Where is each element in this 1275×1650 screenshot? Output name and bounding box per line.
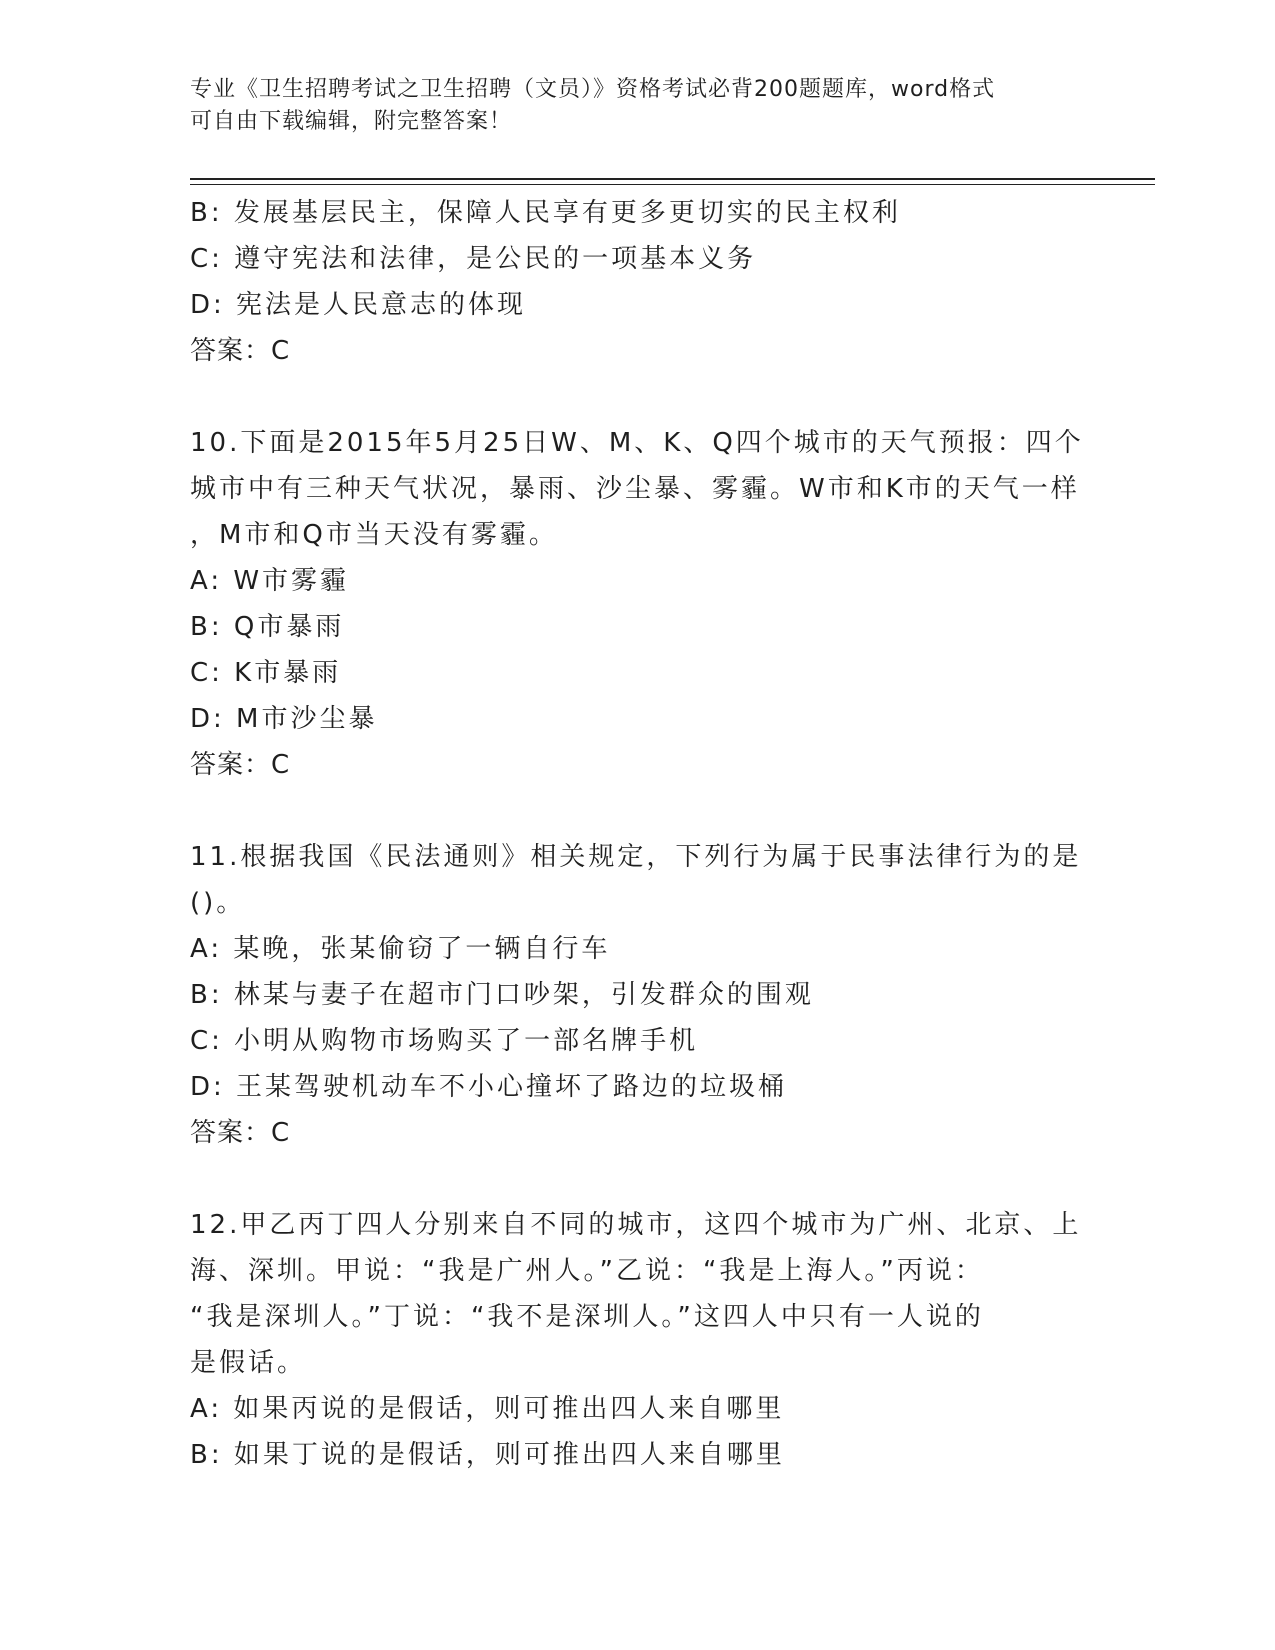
option-c: C: K市暴雨 — [190, 658, 342, 688]
question-block-prev — [190, 190, 1090, 374]
question-stem-line: 12.甲乙丙丁四人分别来自不同的城市，这四个城市为广州、北京、上 — [190, 1210, 1082, 1240]
spacer — [190, 374, 1090, 420]
question-stem-line: 10.下面是2015年5月25日W、M、K、Q四个城市的天气预报：四个 — [190, 428, 1084, 458]
question-stem-line: 海、深圳。甲说：“我是广州人。”乙说：“我是上海人。”丙说： — [190, 1256, 984, 1286]
answer-label: 答案：C — [190, 336, 291, 366]
answer-label: 答案：C — [190, 750, 291, 780]
option-b: B: 发展基层民主，保障人民享有更多更切实的民主权利 — [190, 198, 901, 228]
option-d: D: M市沙尘暴 — [190, 704, 378, 734]
option-b: B: 林某与妻子在超市门口吵架，引发群众的围观 — [190, 980, 814, 1010]
page-header — [190, 74, 1090, 138]
option-a: A: 某晚，张某偷窃了一辆自行车 — [190, 934, 611, 964]
option-b: B: 如果丁说的是假话，则可推出四人来自哪里 — [190, 1440, 785, 1470]
header-title-line-1: 专业《卫生招聘考试之卫生招聘（文员）》资格考试必背200题题库，word格式 — [190, 77, 996, 102]
question-stem-line: “我是深圳人。”丁说：“我不是深圳人。”这四人中只有一人说的 — [190, 1302, 984, 1332]
question-block-12 — [190, 1202, 1090, 1478]
header-divider — [190, 178, 1155, 180]
option-b: B: Q市暴雨 — [190, 612, 345, 642]
answer-label: 答案：C — [190, 1118, 291, 1148]
spacer — [190, 788, 1090, 834]
question-stem-line: 是假话。 — [190, 1348, 307, 1378]
question-block-11 — [190, 834, 1090, 1156]
spacer — [190, 1156, 1090, 1202]
question-stem-line: 11.根据我国《民法通则》相关规定，下列行为属于民事法律行为的是 — [190, 842, 1082, 872]
option-d: D: 王某驾驶机动车不小心撞坏了路边的垃圾桶 — [190, 1072, 788, 1102]
option-d: D: 宪法是人民意志的体现 — [190, 290, 527, 320]
option-c: C: 小明从购物市场购买了一部名牌手机 — [190, 1026, 699, 1056]
header-title-line-2: 可自由下载编辑，附完整答案！ — [190, 109, 513, 134]
option-a: A: W市雾霾 — [190, 566, 350, 596]
question-stem-line: ，M市和Q市当天没有雾霾。 — [190, 520, 558, 550]
option-c: C: 遵守宪法和法律，是公民的一项基本义务 — [190, 244, 757, 274]
question-content — [190, 190, 1090, 1478]
question-block-10 — [190, 420, 1090, 788]
option-a: A: 如果丙说的是假话，则可推出四人来自哪里 — [190, 1394, 785, 1424]
question-stem-line: 城市中有三种天气状况，暴雨、沙尘暴、雾霾。W市和K市的天气一样 — [190, 474, 1080, 504]
question-stem-line: ()。 — [190, 888, 246, 918]
header-divider-thin — [190, 184, 1155, 185]
